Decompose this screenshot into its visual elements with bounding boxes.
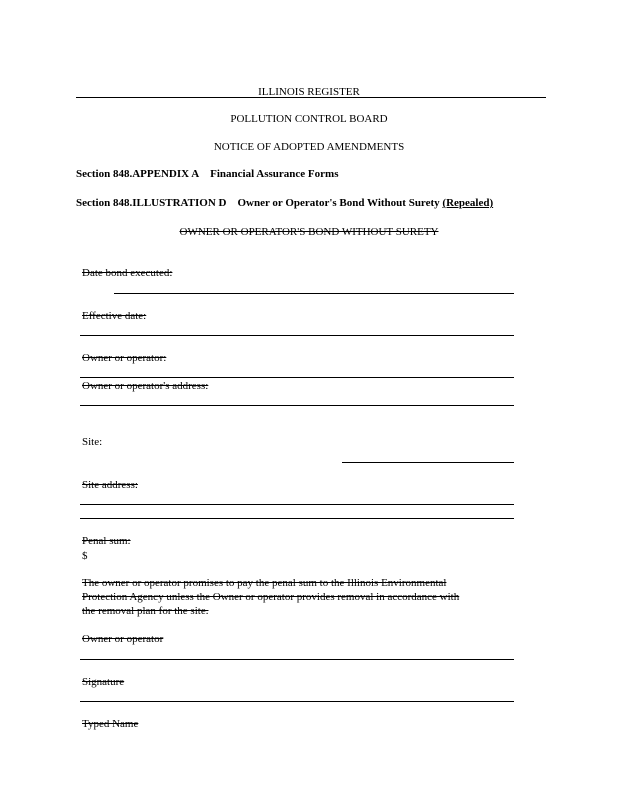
promise-line-1: The owner or operator promises to pay the penal sum to the Illinois Environmental: [82, 577, 447, 589]
effective-date-label: Effective date:: [82, 310, 147, 322]
illustration-heading: [76, 197, 493, 209]
owner-or-operator-label: Owner or operator:: [82, 352, 167, 364]
appendix-label: Section 848.APPENDIX A: [76, 168, 200, 180]
site-address-line-1: [80, 504, 514, 505]
owner-address-label: Owner or operator's address:: [82, 380, 209, 392]
illustration-label: Section 848.ILLUSTRATION D: [76, 197, 227, 209]
owner-or-operator-sig-line: [80, 659, 514, 660]
illustration-status: (Repealed): [442, 197, 494, 209]
site-label: Site:: [82, 436, 103, 448]
promise-paragraph: [82, 576, 522, 618]
illustration-title: Owner or Operator's Bond Without Surety: [237, 197, 440, 209]
site-address-label: Site address:: [82, 479, 138, 491]
owner-or-operator-sig-label: Owner or operator: [82, 633, 164, 645]
promise-line-2: Protection Agency unless the Owner or operator provides removal in accordance with: [82, 591, 460, 603]
penal-sum-label: Penal sum:: [82, 535, 131, 547]
signature-line: [80, 701, 514, 702]
site-line: [342, 462, 514, 463]
owner-or-operator-line: [80, 377, 514, 378]
dollar-sign: $: [82, 550, 88, 562]
date-bond-executed-label: Date bond executed:: [82, 267, 173, 279]
site-address-line-2: [80, 518, 514, 519]
date-bond-executed-line: [114, 293, 514, 294]
register-title: ILLINOIS REGISTER: [258, 86, 360, 98]
board-name: POLLUTION CONTROL BOARD: [230, 113, 388, 125]
notice-title: NOTICE OF ADOPTED AMENDMENTS: [213, 141, 405, 153]
signature-label: Signature: [82, 676, 125, 688]
promise-line-3: the removal plan for the site.: [82, 605, 209, 617]
form-title: OWNER OR OPERATOR'S BOND WITHOUT SURETY: [179, 226, 439, 238]
appendix-title: Financial Assurance Forms: [210, 168, 339, 180]
typed-name-label: Typed Name: [82, 718, 139, 730]
appendix-heading: [76, 168, 338, 180]
owner-address-line: [80, 405, 514, 406]
effective-date-line: [80, 335, 514, 336]
